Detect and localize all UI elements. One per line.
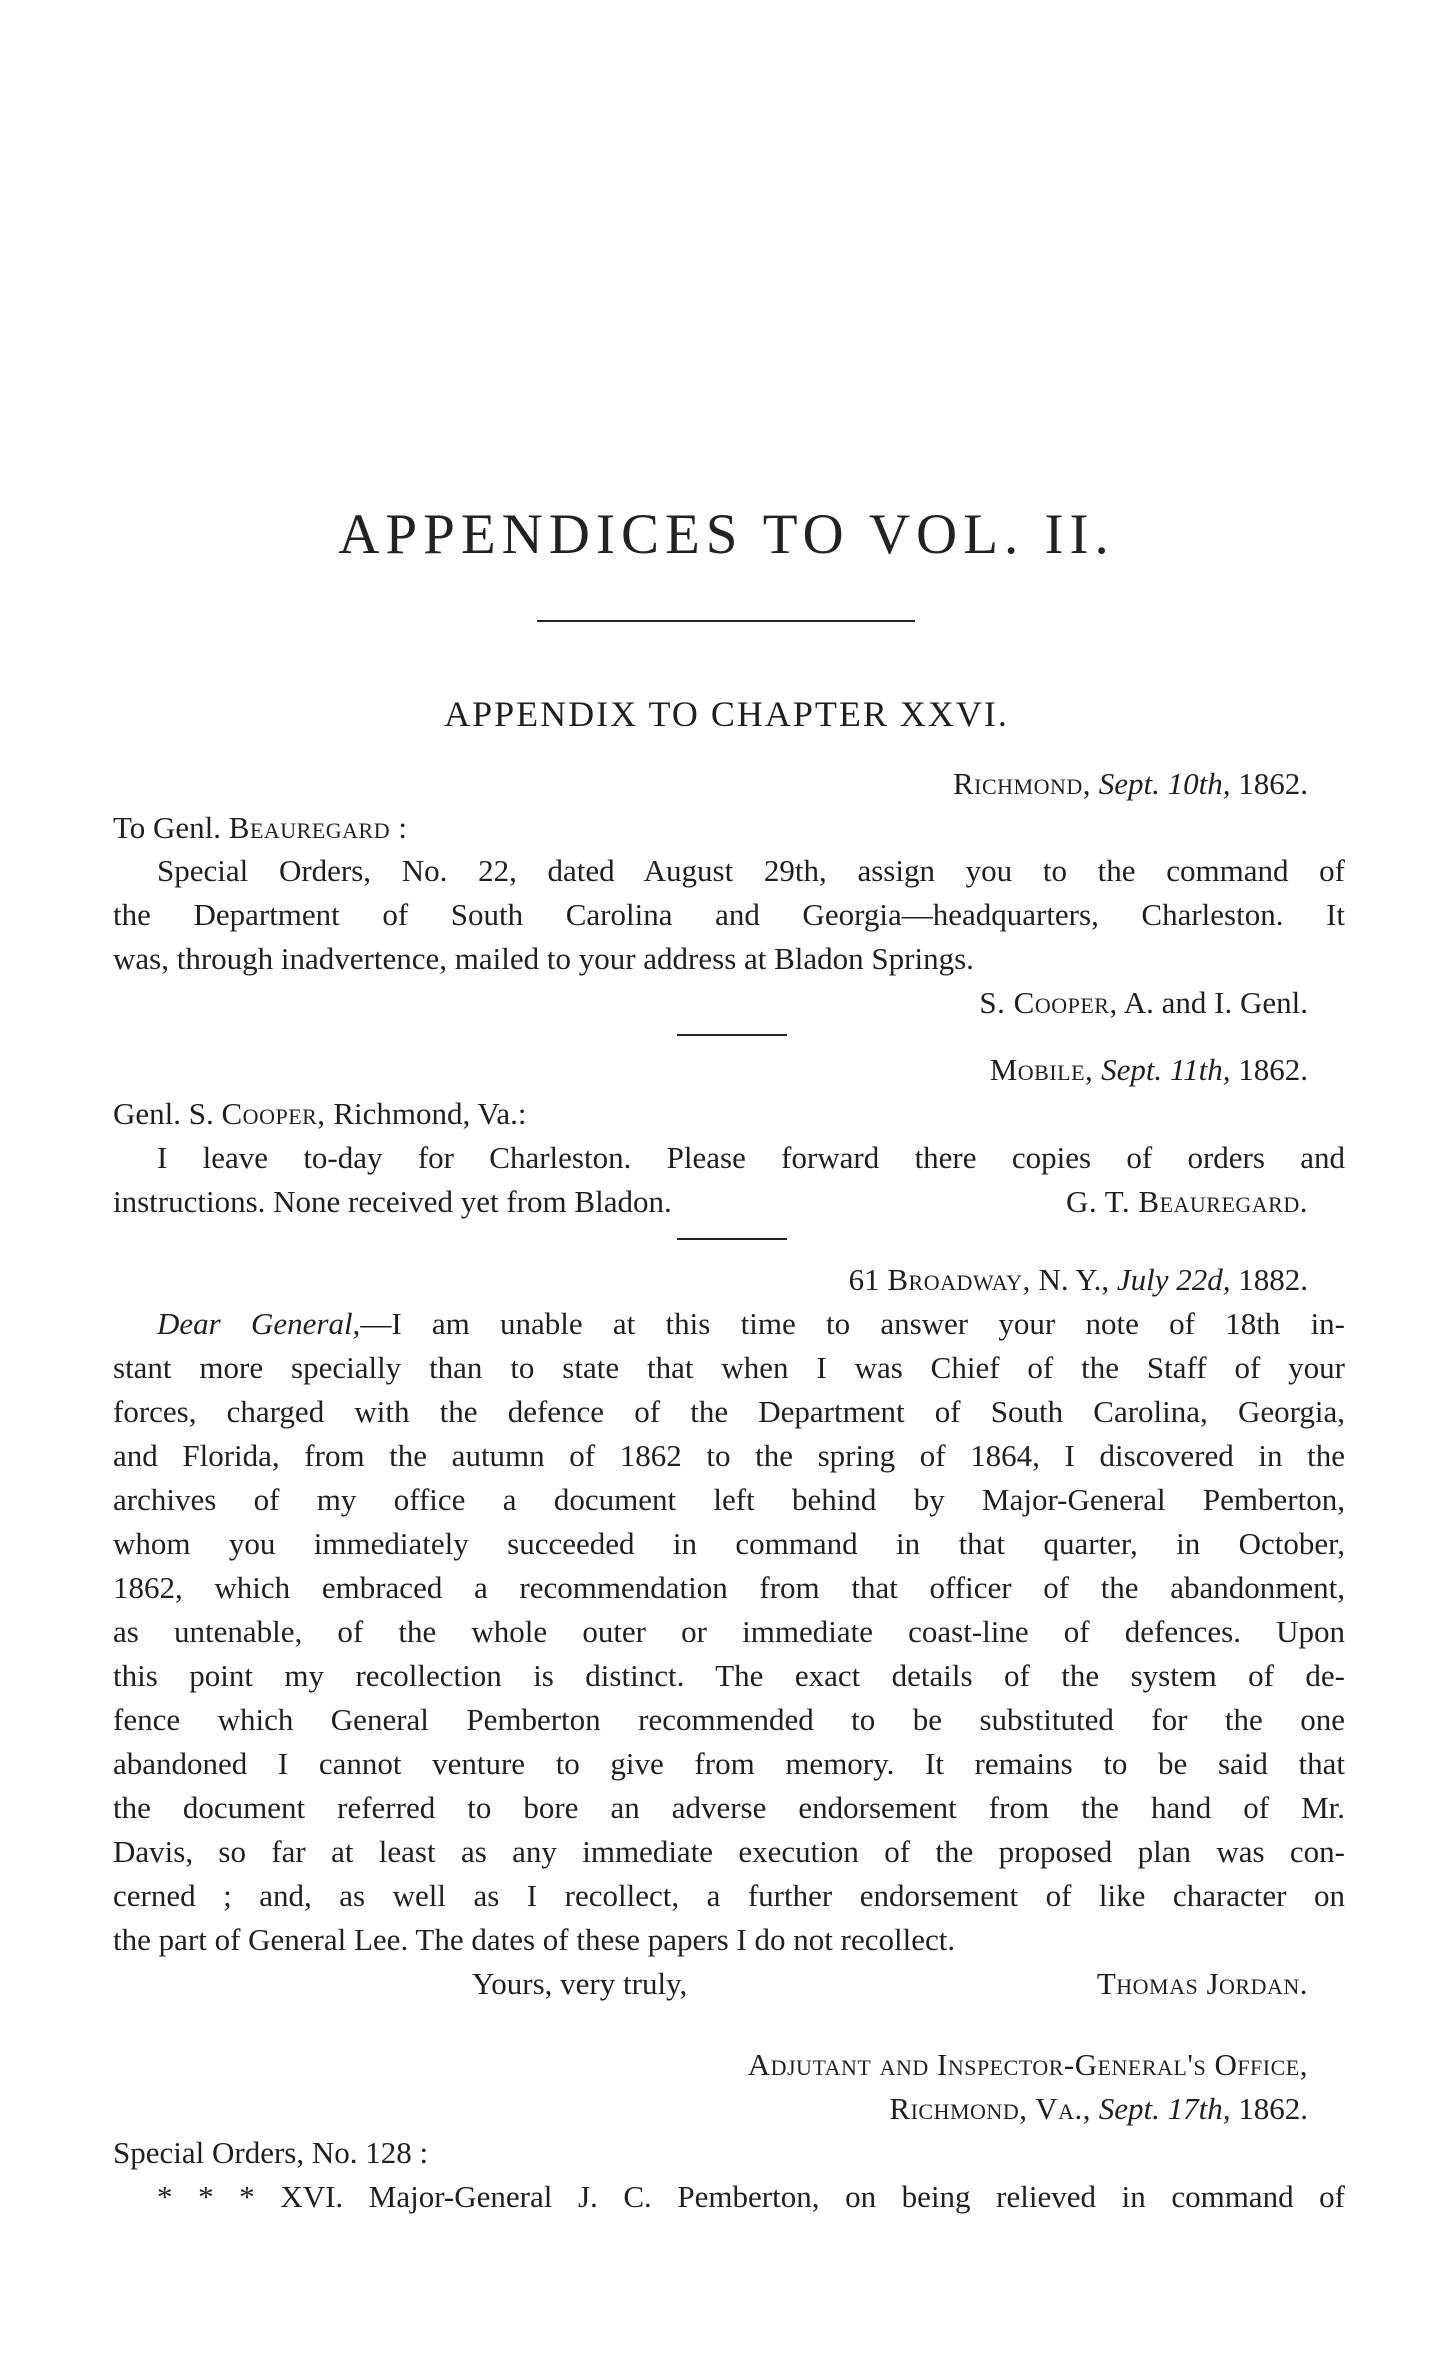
letter1-place: Richmond,	[952, 766, 1091, 801]
letter1-addressee	[113, 808, 407, 848]
letter1-sig-name: S. Cooper,	[979, 985, 1118, 1020]
letter3-line-2: stant more specially than to state that when I was Chief of the Staff of your	[113, 1350, 1345, 1385]
letter3-line-15: the part of General Lee. The dates of these papers I do not recollect.	[113, 1922, 956, 1957]
page-title: APPENDICES TO VOL. II.	[338, 503, 1115, 566]
letter3-line-4: and Florida, from the autumn of 1862 to the spring of 1864, I discovered in the	[113, 1438, 1345, 1473]
letter3-line-9: this point my recollection is distinct. The exact details of the system of de-	[113, 1658, 1345, 1693]
letter4-office: Adjutant and Inspector-General's Office,	[747, 2047, 1308, 2082]
letter1-line-3: was, through inadvertence, mailed to your address at Bladon Springs.	[113, 941, 974, 976]
letter3-line-5: archives of my office a document left behind by Major-General Pemberton,	[113, 1482, 1345, 1517]
letter4-place-rest: Va.,	[1035, 2091, 1091, 2126]
letter2-dateline	[990, 1050, 1308, 1090]
letter2-addressee	[113, 1094, 527, 1134]
letter4-stars: * * *	[157, 2179, 255, 2214]
letter1-sig-rest: A. and I. Genl.	[1123, 985, 1308, 1020]
letter1-line-2: the Department of South Carolina and Georgia—headquarters, Charleston. It	[113, 897, 1345, 932]
letter3-line-12: the document referred to bore an adverse endorsement from the hand of Mr.	[113, 1790, 1345, 1825]
letter4-dateline	[889, 2089, 1308, 2129]
letter3-line-8: as untenable, of the whole outer or immediate coast-line of defences. Upon	[113, 1614, 1345, 1649]
letter-divider-2	[677, 1238, 787, 1240]
letter3-place-rest: N. Y.,	[1038, 1262, 1110, 1297]
letter3-salutation: Dear General,	[157, 1306, 361, 1341]
letter3-place: Broadway,	[887, 1262, 1031, 1297]
letter2-line-2	[113, 1182, 1308, 1222]
letter3-line-14: cerned ; and, as well as I recollect, a further endorsement of like character on	[113, 1878, 1345, 1913]
letter3-line-7: 1862, which embraced a recommendation from that officer of the abandonment,	[113, 1570, 1345, 1605]
letter2-to-rest: Richmond, Va.:	[333, 1096, 527, 1131]
letter3-dateline	[849, 1260, 1308, 1300]
letter1-date-month: Sept. 10th,	[1098, 766, 1231, 801]
letter3-line-10: fence which General Pemberton recommended to be substituted for the one	[113, 1702, 1345, 1737]
letter1-to-name: Beauregard :	[228, 810, 408, 845]
letter4-date-month: Sept. 17th,	[1098, 2091, 1231, 2126]
letter2-to-prefix: Genl. S.	[113, 1096, 214, 1131]
letter2-date-year: 1862.	[1238, 1052, 1308, 1087]
letter2-to-name: Cooper,	[221, 1096, 326, 1131]
letter-divider-1	[677, 1034, 787, 1036]
letter3-line-13: Davis, so far at least as any immediate execution of the proposed plan was con-	[113, 1834, 1345, 1869]
letter1-date-year: 1862.	[1238, 766, 1308, 801]
title-divider	[537, 620, 915, 622]
appendix-subtitle: APPENDIX TO CHAPTER XXVI.	[444, 694, 1009, 734]
letter1-to-prefix: To Genl.	[113, 810, 222, 845]
letter3-line-11: abandoned I cannot venture to give from memory. It remains to be said that	[113, 1746, 1345, 1781]
letter4-date-year: 1862.	[1238, 2091, 1308, 2126]
letter2-signature: G. T. Beauregard.	[1065, 1184, 1308, 1219]
letter4-place: Richmond,	[889, 2091, 1028, 2126]
letter4-orders: Special Orders, No. 128 :	[113, 2135, 429, 2170]
letter2-line-2-text: instructions. None received yet from Bladon.	[113, 1184, 672, 1219]
letter2-date-month: Sept. 11th,	[1101, 1052, 1231, 1087]
letter3-line-3: forces, charged with the defence of the Department of South Carolina, Georgia,	[113, 1394, 1345, 1429]
letter1-line-1: Special Orders, No. 22, dated August 29th, assign you to the command of	[157, 853, 1345, 888]
letter3-date-year: 1882.	[1238, 1262, 1308, 1297]
letter2-place: Mobile,	[989, 1052, 1094, 1087]
letter3-closing: Yours, very truly,	[472, 1966, 688, 2001]
letter1-signature	[979, 983, 1308, 1023]
letter4-last-line	[157, 2177, 1345, 2217]
letter1-dateline	[953, 764, 1308, 804]
letter3-signature: Thomas Jordan.	[1096, 1966, 1308, 2001]
letter3-place-num: 61	[848, 1262, 880, 1297]
letter4-last-line-text: XVI. Major-General J. C. Pemberton, on being relieved in command of	[280, 2179, 1345, 2214]
letter3-line-6: whom you immediately succeeded in command in that quarter, in October,	[113, 1526, 1345, 1561]
letter3-date-month: July 22d,	[1116, 1262, 1231, 1297]
letter2-line-1: I leave to-day for Charleston. Please forward there copies of orders and	[157, 1140, 1345, 1175]
letter3-first-line-rest: —I am unable at this time to answer your note of 18th in-	[360, 1306, 1346, 1341]
letter3-line-1	[157, 1304, 1345, 1344]
